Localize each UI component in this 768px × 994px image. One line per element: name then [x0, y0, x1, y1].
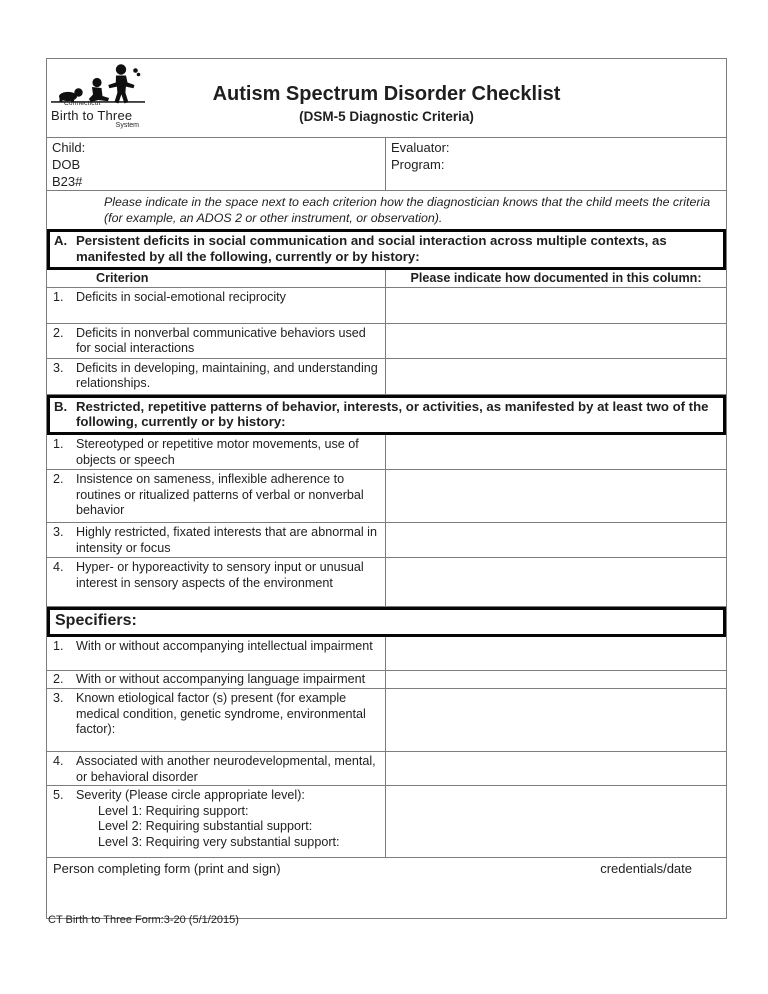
- documentation-cell[interactable]: [386, 558, 726, 606]
- criterion-number: 3.: [53, 525, 64, 540]
- page-title: Autism Spectrum Disorder Checklist: [212, 83, 561, 105]
- page-subtitle: (DSM-5 Diagnostic Criteria): [299, 109, 474, 124]
- specifier-text: Known etiological factor (s) present (for example medical condition, genetic syndrome, environmental factor):: [76, 691, 366, 737]
- form-header: [47, 59, 726, 138]
- criterion-number: 1.: [53, 289, 64, 304]
- column-header-row: [47, 270, 726, 288]
- section-b-heading: Restricted, repetitive patterns of behavior, interests, or activities, as manifested by at least two of the following, currently or by history:: [76, 398, 709, 430]
- specifier-row-5: [47, 786, 726, 858]
- documentation-column-header: Please indicate how documented in this column:: [410, 270, 702, 285]
- criterion-text: Hyper- or hyporeactivity to sensory input or unusual interest in sensory aspects of the environment: [76, 560, 364, 590]
- specifier-text: Severity (Please circle appropriate level):: [76, 788, 305, 803]
- dob-label: DOB: [52, 157, 81, 172]
- birth-to-three-logo: [51, 64, 173, 129]
- section-b-label: B.: [54, 398, 68, 414]
- specifier-text: With or without accompanying intellectual impairment: [76, 639, 373, 654]
- evaluator-info-cell[interactable]: [386, 138, 726, 190]
- child-label: Child:: [52, 140, 86, 155]
- instructions: [47, 191, 726, 229]
- criterion-row-b1: [47, 435, 726, 470]
- asd-checklist-form: [46, 58, 727, 919]
- specifier-number: 4.: [53, 754, 64, 769]
- criterion-column-header: Criterion: [47, 270, 386, 287]
- specifier-number: 1.: [53, 639, 64, 654]
- child-info-cell[interactable]: [47, 138, 386, 190]
- credentials-date-label: credentials/date: [600, 861, 692, 877]
- specifier-text: With or without accompanying language impairment: [76, 672, 366, 687]
- specifier-row-1: [47, 637, 726, 671]
- section-a-label: A.: [54, 233, 68, 248]
- documentation-cell[interactable]: [386, 786, 726, 857]
- signature-fill-area[interactable]: [53, 877, 720, 915]
- criterion-text: Deficits in developing, maintaining, and understanding relationships.: [76, 360, 378, 391]
- criterion-row-a2: [47, 324, 726, 359]
- specifier-text: Associated with another neurodevelopmental, mental, or behavioral disorder: [76, 754, 376, 784]
- documentation-cell[interactable]: [386, 523, 726, 557]
- criterion-number: 3.: [53, 360, 64, 375]
- criterion-number: 1.: [53, 437, 64, 452]
- criterion-number: 4.: [53, 560, 64, 575]
- criterion-text: Deficits in social-emotional reciprocity: [76, 289, 286, 304]
- info-row: [47, 138, 726, 191]
- criterion-text: Insistence on sameness, inflexible adherence to routines or ritualized patterns of verbal or nonverbal behavior: [76, 472, 364, 518]
- criterion-row-b4: [47, 558, 726, 607]
- section-a-heading: Persistent deficits in social communication and social interaction across multiple contexts, as manifested by all the following, currently or by history:: [76, 233, 667, 264]
- documentation-cell[interactable]: [386, 324, 726, 358]
- b23-label: B23#: [52, 174, 83, 189]
- criterion-row-b3: [47, 523, 726, 558]
- criterion-text: Deficits in nonverbal communicative behaviors used for social interactions: [76, 325, 366, 356]
- instructions-line2: (for example, an ADOS 2 or other instrument, or observation).: [104, 211, 443, 225]
- specifier-number: 5.: [53, 788, 64, 803]
- criterion-row-a1: [47, 288, 726, 324]
- evaluator-label: Evaluator:: [391, 140, 450, 155]
- signature-label: Person completing form (print and sign): [53, 861, 281, 877]
- severity-level-3: Level 3: Requiring very substantial support:: [98, 834, 340, 849]
- specifier-number: 3.: [53, 691, 64, 706]
- criterion-number: 2.: [53, 325, 64, 340]
- severity-level-1: Level 1: Requiring support:: [98, 803, 249, 818]
- signature-row: [47, 858, 726, 918]
- documentation-cell[interactable]: [386, 689, 726, 751]
- form-number-footer: CT Birth to Three Form:3-20 (5/1/2015): [48, 914, 239, 926]
- documentation-cell[interactable]: [386, 671, 726, 688]
- criterion-row-b2: [47, 470, 726, 523]
- criterion-text: Stereotyped or repetitive motor movements, use of objects or speech: [76, 437, 359, 467]
- specifier-row-3: [47, 689, 726, 752]
- documentation-cell[interactable]: [386, 288, 726, 323]
- program-label: Program:: [391, 157, 445, 172]
- logo-region-text: Connecticut: [64, 100, 101, 107]
- logo-name-text: Birth to Three: [51, 107, 133, 123]
- specifier-row-4: [47, 752, 726, 786]
- documentation-cell[interactable]: [386, 359, 726, 394]
- children-silhouettes-icon: [51, 64, 163, 104]
- documentation-cell[interactable]: [386, 470, 726, 522]
- specifier-number: 2.: [53, 672, 64, 687]
- severity-level-2: Level 2: Requiring substantial support:: [98, 819, 313, 834]
- section-a-header: [47, 229, 726, 270]
- criterion-number: 2.: [53, 472, 64, 487]
- specifiers-header: Specifiers:: [47, 607, 726, 637]
- criterion-row-a3: [47, 359, 726, 395]
- section-b-header: [47, 395, 726, 436]
- instructions-line1: Please indicate in the space next to each criterion how the diagnostician knows that the child meets the criteria: [104, 195, 711, 209]
- logo-suffix-text: System: [115, 121, 139, 129]
- specifier-row-2: [47, 671, 726, 689]
- documentation-cell[interactable]: [386, 637, 726, 670]
- documentation-cell[interactable]: [386, 752, 726, 785]
- documentation-cell[interactable]: [386, 435, 726, 469]
- criterion-text: Highly restricted, fixated interests that are abnormal in intensity or focus: [76, 525, 377, 555]
